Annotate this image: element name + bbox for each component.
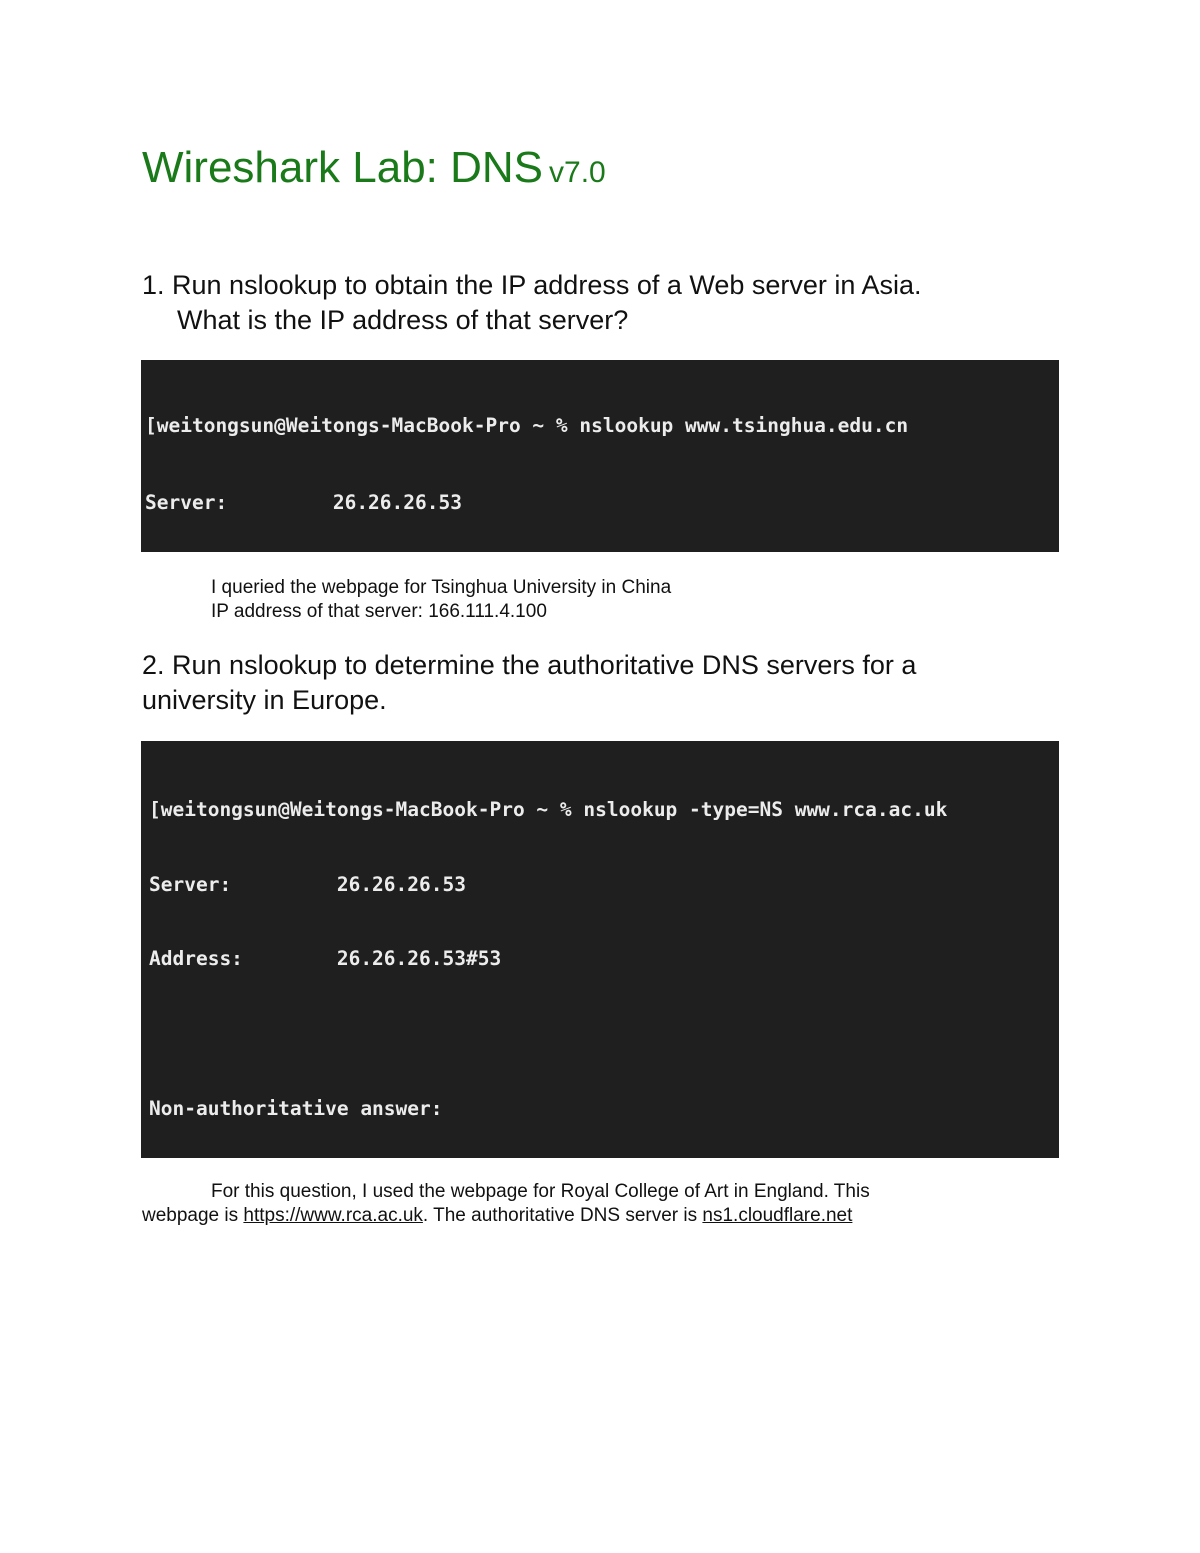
terminal-screenshot-1: [141, 360, 1059, 552]
terminal-line: Address: 26.26.26.53#53: [149, 947, 502, 971]
question-2: [142, 648, 1082, 718]
question-2-line-2: university in Europe.: [142, 685, 387, 715]
question-1-line-2: What is the IP address of that server?: [177, 305, 629, 335]
terminal-line: Server: 26.26.26.53: [149, 872, 466, 896]
question-2-line-1: 2. Run nslookup to determine the authoritative DNS servers for a: [142, 650, 917, 680]
answer-2-line-2: [142, 1204, 1062, 1228]
terminal-line: Server: 26.26.26.53: [145, 490, 462, 514]
terminal-line: [149, 1022, 1059, 1047]
terminal-line: [weitongsun@Weitongs-MacBook-Pro ~ % nslookup www.tsinghua.edu.cn: [145, 413, 909, 437]
answer-2: [142, 1180, 1062, 1228]
terminal-screenshot-2: [141, 741, 1059, 1158]
dns-server-link[interactable]: ns1.cloudflare.net: [702, 1205, 853, 1226]
title-version: v7.0: [549, 156, 606, 189]
document-title: [142, 142, 606, 199]
answer-1-line-2: IP address of that server: 166.111.4.100: [211, 601, 547, 622]
title-text: Wireshark Lab: DNS: [142, 143, 544, 192]
answer-2-line-1: For this question, I used the webpage for Royal College of Art in England. This: [211, 1181, 870, 1202]
terminal-line: [weitongsun@Weitongs-MacBook-Pro ~ % nslookup -type=NS www.rca.ac.uk: [149, 797, 948, 821]
answer-2-text: . The authoritative DNS server is: [422, 1205, 698, 1226]
answer-1: [211, 576, 671, 624]
rca-website-link[interactable]: https://www.rca.ac.uk: [243, 1205, 423, 1226]
question-1-line-1: 1. Run nslookup to obtain the IP address of a Web server in Asia.: [142, 270, 922, 300]
question-1: [142, 268, 1082, 338]
terminal-line: Non-authoritative answer:: [149, 1096, 443, 1120]
answer-2-text: webpage is: [142, 1205, 239, 1226]
answer-1-line-1: I queried the webpage for Tsinghua University in China: [211, 577, 672, 598]
